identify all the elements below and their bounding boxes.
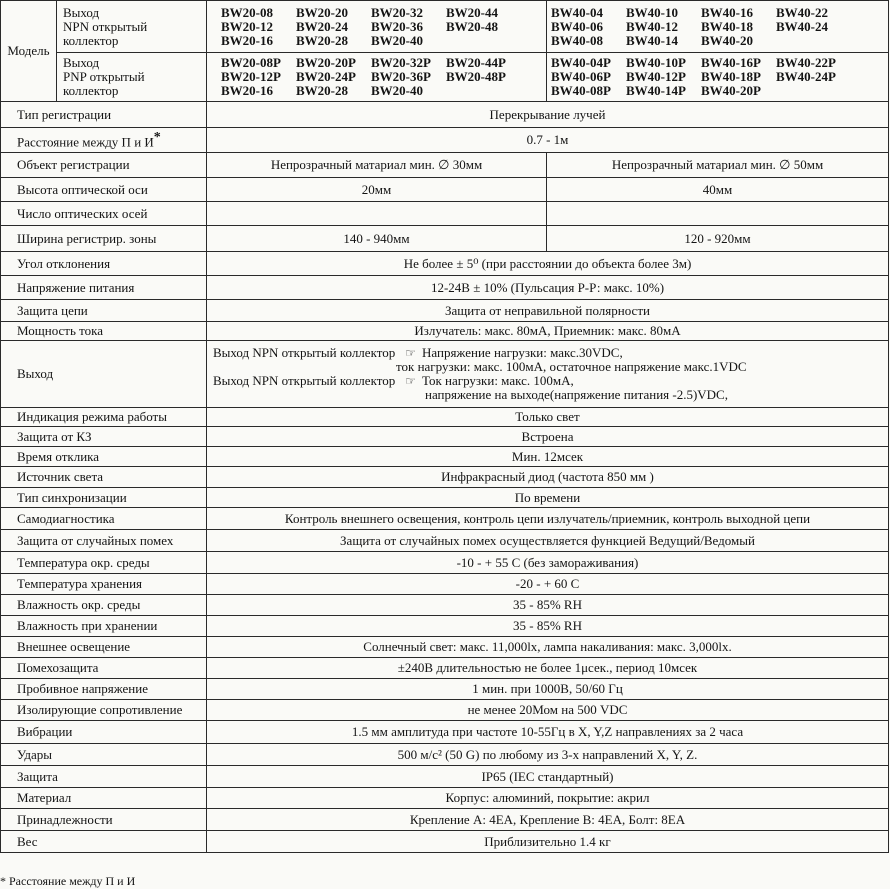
npn-bw20-models [207, 1, 547, 53]
spec-row [1, 427, 889, 447]
spec-label [1, 300, 207, 322]
spec-row [1, 788, 889, 809]
spec-value: 35 - 85% RH [207, 595, 889, 616]
spec-value: IP65 (IEC стандартный) [207, 766, 889, 788]
model-code-row [221, 56, 543, 70]
spec-value: Не более ± 5⁰ (при расстоянии до объекта более 3м) [207, 252, 889, 276]
spec-row [1, 574, 889, 595]
spec-value: Встроена [207, 427, 889, 447]
model-code: BW40-16 [701, 4, 753, 20]
spec-label [1, 102, 207, 128]
spec-value-bw20 [207, 202, 547, 226]
spec-row [1, 226, 889, 252]
model-code: BW40-12P [626, 69, 686, 84]
spec-row [1, 300, 889, 322]
spec-label-text: Высота оптической оси [17, 181, 148, 197]
model-code-row [551, 34, 885, 48]
spec-value: Только свет [207, 408, 889, 427]
spec-label [1, 153, 207, 178]
model-code: BW40-24P [776, 69, 836, 84]
spec-row [1, 658, 889, 679]
spec-value: Защита от случайных помех осуществляется функцией Ведущий/Ведомый [207, 530, 889, 552]
spec-value: не менее 20Мом на 500 VDC [207, 700, 889, 721]
footnote: * Расстояние между П и И [0, 874, 136, 888]
model-code: BW40-10 [626, 4, 678, 20]
model-code: BW40-20 [701, 32, 753, 48]
spec-value: 1 мин. при 1000В, 50/60 Гц [207, 679, 889, 700]
npn-label [57, 1, 207, 53]
model-code: BW20-12P [221, 69, 281, 84]
spec-label: Защита от случайных помех [1, 530, 207, 552]
npn-label-line: Выход [63, 4, 100, 20]
spec-label: Вес [1, 831, 207, 853]
spec-label: Изолирующие сопротивление [1, 700, 207, 721]
spec-value: Излучатель: макс. 80мА, Приемник: макс. 80мА [207, 322, 889, 341]
spec-row [1, 552, 889, 574]
model-code-row [551, 56, 885, 70]
model-code: BW20-24P [296, 69, 356, 84]
model-code: BW40-20P [701, 83, 761, 98]
model-code-row [221, 34, 543, 48]
spec-value-bw20: 140 - 940мм [207, 226, 547, 252]
pnp-bw20-models [207, 53, 547, 102]
spec-label [1, 252, 207, 276]
model-code [776, 34, 851, 48]
model-npn-row [1, 1, 889, 53]
model-code: BW20-40 [371, 83, 423, 98]
spec-label-text: Угол отклонения [17, 255, 111, 271]
spec-row [1, 508, 889, 530]
spec-value-bw40: 120 - 920мм [547, 226, 889, 252]
model-code: BW40-14 [626, 32, 678, 48]
model-code-row [551, 20, 885, 34]
spec-value: Корпус: алюминий, покрытие: акрил [207, 788, 889, 809]
spec-row [1, 467, 889, 488]
spec-label: Тип синхронизации [1, 488, 207, 508]
model-code: BW20-28 [296, 83, 348, 98]
spec-value-bw40: 40мм [547, 178, 889, 202]
spec-label-text: Объект регистрации [17, 157, 130, 172]
spec-row [1, 766, 889, 788]
model-code: BW40-16P [701, 55, 761, 70]
spec-value: Контроль внешнего освещения, контроль цепи излучатель/приемник, контроль выходной цепи [207, 508, 889, 530]
model-code: BW40-10P [626, 55, 686, 70]
spec-label: Температура хранения [1, 574, 207, 595]
model-label: Модель [1, 1, 57, 102]
model-code: BW40-04P [551, 55, 611, 70]
model-code: BW20-36P [371, 69, 431, 84]
spec-label [1, 226, 207, 252]
spec-label [1, 276, 207, 300]
model-code-row [221, 84, 543, 98]
spec-label: Помехозащита [1, 658, 207, 679]
spec-label: Вибрации [1, 721, 207, 744]
spec-table-body [1, 1, 889, 853]
spec-value: -20 - + 60 С [207, 574, 889, 595]
spec-value: Крепление А: 4EA, Крепление В: 4EA, Болт: 8EA [207, 809, 889, 831]
spec-label: Внешнее освещение [1, 637, 207, 658]
npn-bw40-models [547, 1, 889, 53]
model-pnp-row [1, 53, 889, 102]
model-code: BW40-22P [776, 55, 836, 70]
model-code: BW40-22 [776, 4, 828, 20]
spec-row [1, 102, 889, 128]
spec-value-bw40 [547, 202, 889, 226]
spec-value: 500 м/с² (50 G) по любому из 3-х направлений X, Y, Z. [207, 744, 889, 766]
output-type: Выход NPN открытый коллектор [213, 373, 396, 388]
spec-label-text: Ширина регистрир. зоны [17, 230, 157, 246]
spec-row [1, 322, 889, 341]
output-detail-line: напряжение на выходе(напряжение питания -2.5)VDC, [425, 387, 728, 402]
model-code: BW20-44 [446, 4, 498, 20]
spec-label [1, 202, 207, 226]
spec-label: Защита [1, 766, 207, 788]
model-code: BW40-06P [551, 69, 611, 84]
spec-value: Солнечный свет: макс. 11,000lx, лампа накаливания: макс. 3,000lx. [207, 637, 889, 658]
spec-row [1, 488, 889, 508]
model-code: BW40-08P [551, 83, 611, 98]
spec-value: 35 - 85% RH [207, 616, 889, 637]
pointing-hand-icon: ☞ [405, 374, 416, 388]
spec-value: Защита от неправильной полярности [207, 300, 889, 322]
spec-label: Температура окр. среды [1, 552, 207, 574]
spec-row [1, 178, 889, 202]
model-code [446, 84, 521, 98]
model-code: BW20-40 [371, 32, 423, 48]
spec-row [1, 408, 889, 427]
spec-value-bw20: 20мм [207, 178, 547, 202]
model-code-row [221, 6, 543, 20]
spec-label: Влажность окр. среды [1, 595, 207, 616]
spec-label-text: Мощность тока [17, 323, 104, 338]
model-code: BW20-08 [221, 4, 273, 20]
model-code-row [551, 84, 885, 98]
spec-value: Приблизительно 1.4 кг [207, 831, 889, 853]
model-code: BW40-06 [551, 18, 603, 34]
output-detail-line: ток нагрузки: макс. 100мА, остаточное напряжение макс.1VDC [396, 359, 747, 374]
spec-value: 1.5 мм амплитуда при частоте 10-55Гц в X, Y,Z направлениях за 2 часа [207, 721, 889, 744]
output-type: Выход NPN открытый коллектор [213, 345, 396, 360]
spec-value: По времени [207, 488, 889, 508]
model-code: BW20-16 [221, 83, 273, 98]
model-code: BW40-18 [701, 18, 753, 34]
spec-label: Принадлежности [1, 809, 207, 831]
spec-label [1, 128, 207, 153]
output-label: Выход [1, 341, 207, 408]
spec-row [1, 153, 889, 178]
spec-label-text: Число оптических осей [17, 205, 148, 221]
spec-value: -10 - + 55 С (без замораживания) [207, 552, 889, 574]
output-row [1, 341, 889, 408]
output-value [207, 341, 889, 408]
spec-row [1, 721, 889, 744]
spec-label: Удары [1, 744, 207, 766]
spec-label: Источник света [1, 467, 207, 488]
model-code [446, 34, 521, 48]
spec-value-bw20: Непрозрачный матариал мин. ∅ 30мм [207, 153, 547, 178]
pointing-hand-icon: ☞ [405, 346, 416, 360]
spec-label: Защита от КЗ [1, 427, 207, 447]
model-code: BW40-08 [551, 32, 603, 48]
spec-value: Мин. 12мсек [207, 447, 889, 467]
output-line [213, 346, 885, 360]
spec-label: Время отклика [1, 447, 207, 467]
spec-label: Материал [1, 788, 207, 809]
model-code: BW20-20 [296, 4, 348, 20]
spec-row [1, 128, 889, 153]
model-code: BW20-16 [221, 32, 273, 48]
spec-value: Инфракрасный диод (частота 850 мм ) [207, 467, 889, 488]
pnp-label [57, 53, 207, 102]
spec-label-text: Расстояние между П и И [17, 134, 154, 150]
spec-row [1, 530, 889, 552]
model-code: BW20-32P [371, 55, 431, 70]
spec-row [1, 831, 889, 853]
spec-value: Перекрывание лучей [207, 102, 889, 128]
model-code [776, 84, 851, 98]
spec-row [1, 744, 889, 766]
spec-row [1, 809, 889, 831]
pnp-label-line: коллектор [63, 83, 119, 98]
spec-value-bw40: Непрозрачный матариал мин. ∅ 50мм [547, 153, 889, 178]
spec-label: Пробивное напряжение [1, 679, 207, 700]
model-code: BW20-28 [296, 32, 348, 48]
model-code: BW20-36 [371, 18, 423, 34]
model-code: BW20-44P [446, 55, 506, 70]
pnp-bw40-models [547, 53, 889, 102]
model-code: BW20-12 [221, 18, 273, 34]
model-code: BW40-12 [626, 18, 678, 34]
model-code: BW40-04 [551, 4, 603, 20]
spec-row [1, 276, 889, 300]
spec-label [1, 322, 207, 341]
spec-label: Самодиагностика [1, 508, 207, 530]
model-code: BW20-24 [296, 18, 348, 34]
spec-row [1, 447, 889, 467]
spec-label [1, 178, 207, 202]
spec-value: 0.7 - 1м [207, 128, 889, 153]
spec-row [1, 202, 889, 226]
model-code: BW20-48 [446, 18, 498, 34]
spec-row [1, 637, 889, 658]
model-code-row [221, 70, 543, 84]
spec-value: 12-24В ± 10% (Пульсация Р-Р: макс. 10%) [207, 276, 889, 300]
pnp-label-line: PNP открытый [63, 69, 145, 84]
model-code-row [221, 20, 543, 34]
model-code-row [551, 70, 885, 84]
spec-row [1, 700, 889, 721]
spec-row [1, 679, 889, 700]
spec-row [1, 252, 889, 276]
model-code: BW40-18P [701, 69, 761, 84]
spec-row [1, 595, 889, 616]
spec-label: Индикация режима работы [1, 408, 207, 427]
spec-label: Влажность при хранении [1, 616, 207, 637]
output-detail: Ток нагрузки: макс. 100мА, [422, 373, 574, 388]
output-line [213, 374, 885, 388]
spec-row [1, 616, 889, 637]
model-code-row [551, 6, 885, 20]
footnote-mark: * [153, 129, 161, 145]
npn-label-line: коллектор [63, 32, 119, 48]
spec-label-text: Напряжение питания [17, 279, 135, 295]
model-code: BW20-48P [446, 69, 506, 84]
model-code: BW20-20P [296, 55, 356, 70]
npn-label-line: NPN открытый [63, 18, 148, 34]
model-code: BW40-24 [776, 18, 828, 34]
spec-label-text: Защита цепи [17, 302, 88, 318]
model-code: BW20-08P [221, 55, 281, 70]
spec-label-text: Тип регистрации [17, 106, 112, 122]
spec-value: ±240В длительностью не более 1μсек., период 10мсек [207, 658, 889, 679]
model-code: BW40-14P [626, 83, 686, 98]
model-code: BW20-32 [371, 4, 423, 20]
output-detail: Напряжение нагрузки: макс.30VDC, [422, 345, 623, 360]
pnp-label-line: Выход [63, 55, 100, 70]
